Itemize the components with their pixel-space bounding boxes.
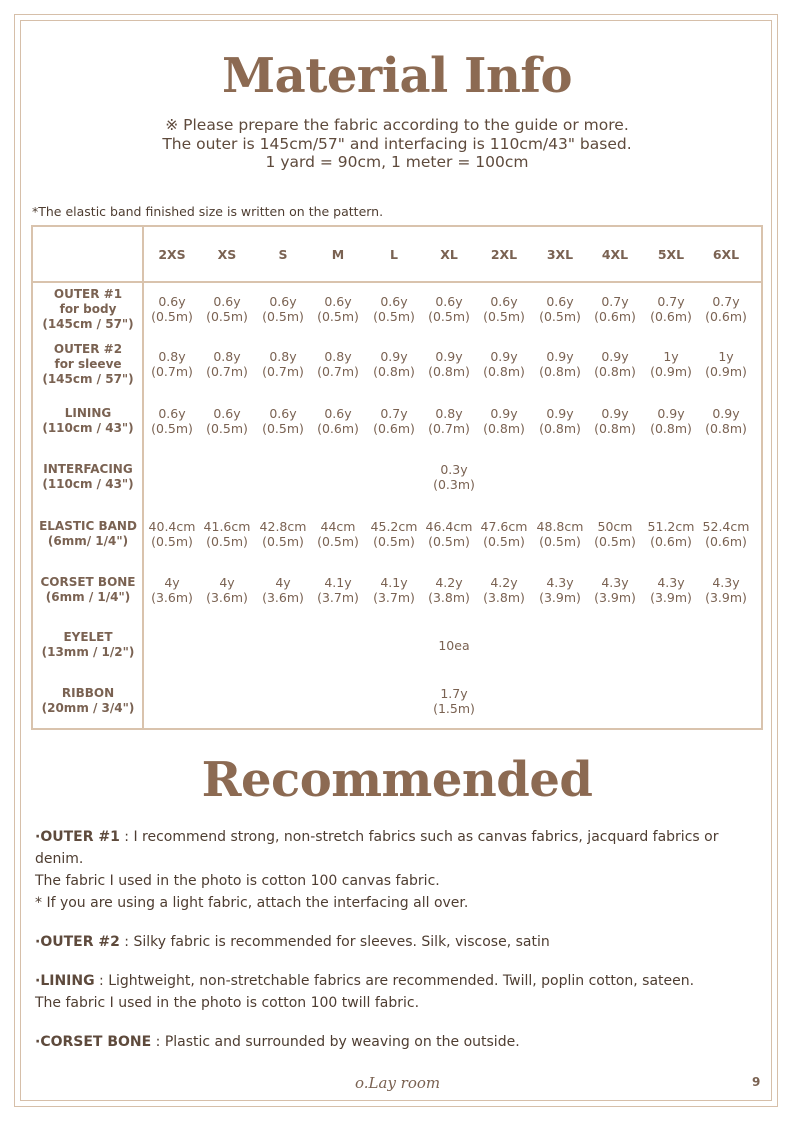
cell-meter: (0.5m) <box>206 421 248 436</box>
table-cell <box>698 294 754 324</box>
rec-corset <box>35 1031 755 1053</box>
cell-meter: (0.7m) <box>262 364 304 379</box>
row-label <box>33 686 143 716</box>
table-cell <box>366 575 422 605</box>
table-cell <box>698 406 754 436</box>
size-header-4xl: 4XL <box>601 247 629 262</box>
cell-meter: (0.7m) <box>151 364 193 379</box>
span-value: 1.7y <box>440 686 468 701</box>
fabric-guide <box>0 116 794 172</box>
table-cell <box>366 294 422 324</box>
cell-yard: 0.7y <box>712 294 740 309</box>
cell-yard: 0.6y <box>324 294 352 309</box>
row-label <box>33 519 143 549</box>
cell-yard: 0.8y <box>324 349 352 364</box>
cell-meter: (0.8m) <box>705 421 747 436</box>
cell-meter: (3.9m) <box>705 590 747 605</box>
rec-corset-label: ·CORSET BONE <box>35 1034 152 1050</box>
cell-yard: 0.7y <box>601 294 629 309</box>
cell-meter: (3.8m) <box>428 590 470 605</box>
table-cell <box>476 349 532 379</box>
cell-yard: 4.3y <box>712 575 740 590</box>
table-span-cell <box>143 462 765 492</box>
cell-yard: 47.6cm <box>480 519 528 534</box>
table-cell <box>366 519 422 549</box>
size-header-2xs: 2XS <box>158 247 186 262</box>
cell-yard: 50cm <box>597 519 633 534</box>
cell-meter: (0.8m) <box>594 421 636 436</box>
row-label-line: (6mm/ 1/4") <box>47 534 129 548</box>
cell-yard: 0.9y <box>601 349 629 364</box>
table-cell <box>199 349 255 379</box>
cell-yard: 4.3y <box>657 575 685 590</box>
table-cell <box>144 294 200 324</box>
cell-meter: (0.6m) <box>705 309 747 324</box>
size-header-xl: XL <box>440 247 458 262</box>
table-cell <box>310 519 366 549</box>
row-label-line: LINING <box>64 406 112 420</box>
table-cell <box>532 519 588 549</box>
cell-meter: (0.5m) <box>539 534 581 549</box>
cell-meter: (0.5m) <box>483 309 525 324</box>
cell-meter: (0.5m) <box>483 534 525 549</box>
cell-yard: 42.8cm <box>259 519 307 534</box>
cell-meter: (0.5m) <box>373 309 415 324</box>
cell-yard: 0.7y <box>657 294 685 309</box>
guide-line-1: ※ Please prepare the fabric according to the guide or more. <box>165 116 629 134</box>
cell-meter: (0.5m) <box>206 309 248 324</box>
table-cell <box>532 406 588 436</box>
table-cell <box>698 349 754 379</box>
row-label-line: INTERFACING <box>43 462 133 476</box>
cell-yard: 0.6y <box>158 406 186 421</box>
cell-meter: (0.5m) <box>262 309 304 324</box>
table-cell <box>643 294 699 324</box>
cell-yard: 4y <box>219 575 235 590</box>
cell-yard: 51.2cm <box>647 519 695 534</box>
size-header-l: L <box>390 247 398 262</box>
table-cell <box>643 349 699 379</box>
table-cell <box>476 519 532 549</box>
rec-outer1-line2: The fabric I used in the photo is cotton 100 canvas fabric. <box>35 873 440 889</box>
table-cell <box>310 294 366 324</box>
table-cell <box>255 575 311 605</box>
rec-corset-text: : Plastic and surrounded by weaving on the outside. <box>151 1034 520 1050</box>
cell-yard: 4y <box>164 575 180 590</box>
size-header-m: M <box>331 247 345 262</box>
cell-meter: (0.5m) <box>594 534 636 549</box>
cell-yard: 46.4cm <box>425 519 473 534</box>
row-label-line: (110cm / 43") <box>42 421 134 435</box>
cell-meter: (0.8m) <box>539 364 581 379</box>
cell-meter: (0.5m) <box>206 534 248 549</box>
table-cell <box>421 519 477 549</box>
rec-outer2-text: : Silky fabric is recommended for sleeves. Silk, viscose, satin <box>119 934 550 950</box>
cell-meter: (0.5m) <box>539 309 581 324</box>
table-cell <box>255 519 311 549</box>
rec-outer2 <box>35 931 755 953</box>
row-label-line: (20mm / 3/4") <box>41 701 135 715</box>
row-label-line: (13mm / 1/2") <box>41 645 135 659</box>
row-label-line: (110cm / 43") <box>42 477 134 491</box>
row-label-line: for sleeve <box>54 356 122 371</box>
table-cell <box>144 575 200 605</box>
table-cell <box>587 406 643 436</box>
rec-outer1 <box>35 826 755 870</box>
table-cell <box>144 406 200 436</box>
cell-meter: (0.8m) <box>650 421 692 436</box>
cell-meter: (3.7m) <box>317 590 359 605</box>
cell-yard: 41.6cm <box>203 519 251 534</box>
cell-yard: 0.9y <box>601 406 629 421</box>
table-cell <box>532 349 588 379</box>
cell-yard: 0.6y <box>269 294 297 309</box>
cell-yard: 0.6y <box>213 406 241 421</box>
cell-yard: 0.6y <box>380 294 408 309</box>
cell-meter: (3.7m) <box>373 590 415 605</box>
guide-line-3: 1 yard = 90cm, 1 meter = 100cm <box>265 153 529 171</box>
cell-meter: (0.7m) <box>428 421 470 436</box>
table-span-cell <box>143 638 765 653</box>
cell-yard: 1y <box>663 349 679 364</box>
rec-outer1-line3: * If you are using a light fabric, attach the interfacing all over. <box>35 895 469 911</box>
cell-yard: 4.3y <box>601 575 629 590</box>
cell-meter: (0.7m) <box>317 364 359 379</box>
table-cell <box>698 519 754 549</box>
row-label <box>33 462 143 492</box>
cell-meter: (0.8m) <box>539 421 581 436</box>
row-label-line: (145cm / 57") <box>42 316 134 331</box>
row-label-line: EYELET <box>63 630 113 644</box>
table-cell <box>476 575 532 605</box>
cell-meter: (3.8m) <box>483 590 525 605</box>
table-cell <box>587 349 643 379</box>
cell-meter: (0.6m) <box>705 534 747 549</box>
cell-meter: (0.5m) <box>151 421 193 436</box>
cell-meter: (0.5m) <box>317 309 359 324</box>
cell-yard: 4.2y <box>490 575 518 590</box>
table-cell <box>199 294 255 324</box>
row-label <box>33 287 143 332</box>
table-cell <box>587 294 643 324</box>
cell-meter: (0.9m) <box>650 364 692 379</box>
cell-meter: (0.8m) <box>483 421 525 436</box>
table-cell <box>643 575 699 605</box>
cell-meter: (0.6m) <box>650 309 692 324</box>
table-cell <box>421 294 477 324</box>
table-cell <box>421 349 477 379</box>
cell-yard: 0.8y <box>269 349 297 364</box>
cell-meter: (0.5m) <box>317 534 359 549</box>
cell-yard: 0.6y <box>546 294 574 309</box>
table-cell <box>532 575 588 605</box>
cell-yard: 0.6y <box>158 294 186 309</box>
table-cell <box>310 575 366 605</box>
table-cell <box>643 406 699 436</box>
table-cell <box>532 294 588 324</box>
elastic-note: *The elastic band finished size is written on the pattern. <box>32 204 384 219</box>
cell-yard: 0.6y <box>213 294 241 309</box>
row-label-line: CORSET BONE <box>40 575 136 589</box>
cell-yard: 4y <box>275 575 291 590</box>
cell-meter: (0.5m) <box>428 309 470 324</box>
cell-yard: 0.6y <box>324 406 352 421</box>
cell-yard: 4.2y <box>435 575 463 590</box>
guide-line-2: The outer is 145cm/57" and interfacing is 110cm/43" based. <box>162 134 632 153</box>
table-cell <box>255 406 311 436</box>
cell-yard: 0.9y <box>490 349 518 364</box>
table-cell <box>199 519 255 549</box>
cell-meter: (0.6m) <box>373 421 415 436</box>
table-divider-horizontal <box>33 281 761 283</box>
cell-meter: (3.9m) <box>539 590 581 605</box>
cell-yard: 0.8y <box>158 349 186 364</box>
row-label-line: OUTER #1 <box>53 286 123 301</box>
row-label <box>33 406 143 436</box>
recommended-title: Recommended <box>201 752 593 808</box>
cell-yard: 45.2cm <box>370 519 418 534</box>
cell-meter: (0.5m) <box>151 534 193 549</box>
table-cell <box>476 406 532 436</box>
row-label <box>33 575 143 605</box>
cell-yard: 0.6y <box>269 406 297 421</box>
cell-yard: 40.4cm <box>148 519 196 534</box>
cell-meter: (0.9m) <box>705 364 747 379</box>
row-label <box>33 342 143 387</box>
rec-lining-line2: The fabric I used in the photo is cotton 100 twill fabric. <box>35 995 420 1011</box>
cell-yard: 4.1y <box>324 575 352 590</box>
row-label-line: RIBBON <box>61 686 115 700</box>
cell-meter: (0.5m) <box>373 534 415 549</box>
size-header-6xl: 6XL <box>712 247 740 262</box>
span-value-meter: (1.5m) <box>433 701 475 716</box>
cell-meter: (0.6m) <box>594 309 636 324</box>
size-header-3xl: 3XL <box>546 247 574 262</box>
size-header-xs: XS <box>217 247 237 262</box>
table-cell <box>255 294 311 324</box>
cell-yard: 0.9y <box>712 406 740 421</box>
material-table <box>31 225 763 730</box>
row-label-line: (6mm / 1/4") <box>45 590 131 604</box>
cell-meter: (3.9m) <box>594 590 636 605</box>
brand-logo: o.Lay room <box>355 1074 441 1092</box>
cell-meter: (0.5m) <box>262 534 304 549</box>
cell-meter: (0.7m) <box>206 364 248 379</box>
cell-meter: (0.6m) <box>317 421 359 436</box>
table-span-cell <box>143 686 765 716</box>
row-label-line: ELASTIC BAND <box>39 519 137 533</box>
cell-yard: 0.9y <box>657 406 685 421</box>
cell-meter: (0.8m) <box>373 364 415 379</box>
table-cell <box>199 406 255 436</box>
cell-yard: 1y <box>718 349 734 364</box>
cell-meter: (3.9m) <box>650 590 692 605</box>
page-number: 9 <box>752 1075 761 1089</box>
table-cell <box>144 519 200 549</box>
span-value: 0.3y <box>440 462 468 477</box>
table-cell <box>366 406 422 436</box>
cell-yard: 44cm <box>320 519 356 534</box>
table-cell <box>587 575 643 605</box>
cell-yard: 0.7y <box>380 406 408 421</box>
cell-meter: (0.8m) <box>594 364 636 379</box>
rec-lining-label: ·LINING <box>35 973 95 989</box>
table-cell <box>255 349 311 379</box>
table-cell <box>310 349 366 379</box>
span-value-meter: (0.3m) <box>433 477 475 492</box>
row-label-line: OUTER #2 <box>53 341 123 356</box>
table-cell <box>366 349 422 379</box>
cell-meter: (0.6m) <box>650 534 692 549</box>
row-label-line: (145cm / 57") <box>42 371 134 386</box>
rec-outer2-label: ·OUTER #2 <box>35 934 120 950</box>
cell-yard: 0.8y <box>435 406 463 421</box>
cell-yard: 0.9y <box>435 349 463 364</box>
row-label-line: for body <box>59 301 117 316</box>
table-cell <box>144 349 200 379</box>
row-label <box>33 630 143 660</box>
cell-yard: 4.1y <box>380 575 408 590</box>
cell-yard: 0.6y <box>490 294 518 309</box>
cell-meter: (0.5m) <box>428 534 470 549</box>
cell-meter: (3.6m) <box>206 590 248 605</box>
table-cell <box>476 294 532 324</box>
cell-yard: 0.9y <box>546 349 574 364</box>
cell-yard: 0.6y <box>435 294 463 309</box>
cell-meter: (0.5m) <box>151 309 193 324</box>
table-cell <box>643 519 699 549</box>
table-cell <box>421 406 477 436</box>
rec-lining <box>35 970 755 992</box>
cell-yard: 0.8y <box>213 349 241 364</box>
size-header-s: S <box>278 247 288 262</box>
size-header-5xl: 5XL <box>657 247 685 262</box>
cell-yard: 4.3y <box>546 575 574 590</box>
span-value: 10ea <box>438 637 470 653</box>
cell-yard: 48.8cm <box>536 519 584 534</box>
table-cell <box>698 575 754 605</box>
table-cell <box>587 519 643 549</box>
table-cell <box>199 575 255 605</box>
cell-meter: (0.5m) <box>262 421 304 436</box>
table-cell <box>421 575 477 605</box>
cell-yard: 0.9y <box>490 406 518 421</box>
recommendations <box>35 826 755 1053</box>
size-header-2xl: 2XL <box>490 247 518 262</box>
cell-meter: (0.8m) <box>428 364 470 379</box>
rec-lining-text: : Lightweight, non-stretchable fabrics are recommended. Twill, poplin cotton, sateen. <box>94 973 695 989</box>
rec-outer1-text: : I recommend strong, non-stretch fabrics such as canvas fabrics, jacquard fabrics or denim. <box>35 829 719 867</box>
cell-meter: (0.8m) <box>483 364 525 379</box>
cell-meter: (3.6m) <box>262 590 304 605</box>
rec-outer1-label: ·OUTER #1 <box>35 829 120 845</box>
cell-meter: (3.6m) <box>151 590 193 605</box>
cell-yard: 0.9y <box>380 349 408 364</box>
cell-yard: 52.4cm <box>702 519 750 534</box>
table-cell <box>310 406 366 436</box>
cell-yard: 0.9y <box>546 406 574 421</box>
page-title: Material Info <box>221 48 573 104</box>
